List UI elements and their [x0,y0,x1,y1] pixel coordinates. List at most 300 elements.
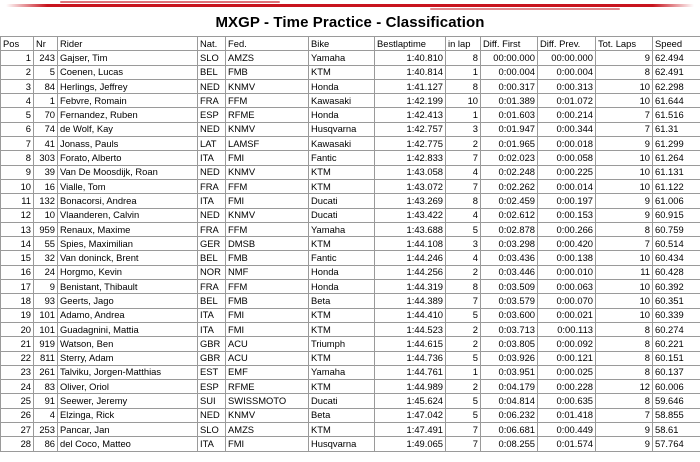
federation-cell: NMF [226,265,309,279]
rider-number-cell: 91 [34,394,58,408]
speed-cell: 60.392 [653,280,700,294]
speed-cell: 60.137 [653,365,700,379]
table-row [1,380,700,394]
position-cell: 6 [1,122,34,136]
rider-number-cell: 919 [34,337,58,351]
in-lap-cell: 2 [446,322,481,336]
total-laps-cell: 9 [596,437,653,451]
nationality-cell: GBR [198,351,226,365]
position-cell: 3 [1,79,34,93]
diff-prev-cell: 0:00.025 [538,365,596,379]
nationality-cell: NED [198,122,226,136]
best-laptime-cell: 1:42.199 [375,94,446,108]
rider-number-cell: 55 [34,237,58,251]
best-laptime-cell: 1:42.757 [375,122,446,136]
col-in-lap-header: in lap [446,37,481,51]
bike-cell: Ducati [309,208,375,222]
rider-number-cell: 10 [34,208,58,222]
diff-prev-cell: 0:01.418 [538,408,596,422]
in-lap-cell: 1 [446,108,481,122]
in-lap-cell: 7 [446,151,481,165]
diff-first-cell: 0:04.814 [481,394,538,408]
in-lap-cell: 7 [446,294,481,308]
diff-first-cell: 0:01.965 [481,137,538,151]
nationality-cell: ESP [198,108,226,122]
federation-cell: DMSB [226,237,309,251]
total-laps-cell: 10 [596,94,653,108]
diff-first-cell: 0:02.248 [481,165,538,179]
federation-cell: RFME [226,380,309,394]
col-speed-header: Speed [653,37,700,51]
speed-cell: 60.339 [653,308,700,322]
position-cell: 5 [1,108,34,122]
best-laptime-cell: 1:49.065 [375,437,446,451]
federation-cell: KNMV [226,79,309,93]
bike-cell: Honda [309,79,375,93]
rider-name-cell: Spies, Maximilian [58,237,198,251]
diff-prev-cell: 0:00.014 [538,179,596,193]
in-lap-cell: 7 [446,179,481,193]
best-laptime-cell: 1:40.810 [375,51,446,65]
in-lap-cell: 3 [446,237,481,251]
position-cell: 11 [1,194,34,208]
position-cell: 12 [1,208,34,222]
diff-first-cell: 0:02.459 [481,194,538,208]
speed-cell: 60.428 [653,265,700,279]
table-row [1,94,700,108]
diff-first-cell: 0:03.298 [481,237,538,251]
speed-cell: 60.434 [653,251,700,265]
speed-cell: 61.264 [653,151,700,165]
table-row [1,408,700,422]
rider-name-cell: Herlings, Jeffrey [58,79,198,93]
best-laptime-cell: 1:47.491 [375,423,446,437]
best-laptime-cell: 1:43.072 [375,179,446,193]
table-row [1,294,700,308]
in-lap-cell: 2 [446,337,481,351]
best-laptime-cell: 1:44.761 [375,365,446,379]
rider-name-cell: Seewer, Jeremy [58,394,198,408]
total-laps-cell: 8 [596,337,653,351]
in-lap-cell: 5 [446,394,481,408]
nationality-cell: LAT [198,137,226,151]
diff-first-cell: 0:01.947 [481,122,538,136]
diff-first-cell: 0:06.232 [481,408,538,422]
diff-prev-cell: 0:00.225 [538,165,596,179]
table-row [1,122,700,136]
diff-prev-cell: 0:00.420 [538,237,596,251]
bike-cell: KTM [309,165,375,179]
rider-name-cell: Oliver, Oriol [58,380,198,394]
diff-first-cell: 0:02.262 [481,179,538,193]
total-laps-cell: 7 [596,122,653,136]
bike-cell: KTM [309,65,375,79]
col-diff-first-header: Diff. First [481,37,538,51]
in-lap-cell: 8 [446,280,481,294]
nationality-cell: ESP [198,380,226,394]
best-laptime-cell: 1:47.042 [375,408,446,422]
nationality-cell: BEL [198,251,226,265]
table-row [1,137,700,151]
bike-cell: Beta [309,294,375,308]
diff-first-cell: 0:03.713 [481,322,538,336]
bike-cell: KTM [309,179,375,193]
speed-cell: 60.221 [653,337,700,351]
position-cell: 17 [1,280,34,294]
federation-cell: KNMV [226,165,309,179]
best-laptime-cell: 1:41.127 [375,79,446,93]
header-decoration [0,0,700,12]
best-laptime-cell: 1:40.814 [375,65,446,79]
diff-first-cell: 00:00.000 [481,51,538,65]
position-cell: 4 [1,94,34,108]
nationality-cell: ITA [198,308,226,322]
total-laps-cell: 10 [596,251,653,265]
speed-cell: 61.516 [653,108,700,122]
page-title: MXGP - Time Practice - Classification [215,14,485,31]
bike-cell: Honda [309,280,375,294]
bike-cell: Ducati [309,394,375,408]
total-laps-cell: 8 [596,222,653,236]
nationality-cell: NOR [198,265,226,279]
nationality-cell: NED [198,208,226,222]
best-laptime-cell: 1:44.246 [375,251,446,265]
position-cell: 22 [1,351,34,365]
in-lap-cell: 5 [446,222,481,236]
best-laptime-cell: 1:43.269 [375,194,446,208]
rider-name-cell: Sterry, Adam [58,351,198,365]
total-laps-cell: 8 [596,365,653,379]
position-cell: 1 [1,51,34,65]
best-laptime-cell: 1:42.413 [375,108,446,122]
speed-cell: 60.351 [653,294,700,308]
position-cell: 23 [1,365,34,379]
total-laps-cell: 9 [596,423,653,437]
col-pos-header: Pos [1,37,34,51]
rider-name-cell: Vlaanderen, Calvin [58,208,198,222]
table-row [1,237,700,251]
diff-prev-cell: 0:00.121 [538,351,596,365]
federation-cell: SWISSMOTO [226,394,309,408]
federation-cell: FFM [226,179,309,193]
bike-cell: Husqvarna [309,437,375,451]
nationality-cell: ITA [198,437,226,451]
in-lap-cell: 4 [446,208,481,222]
bike-cell: Honda [309,108,375,122]
speed-cell: 61.299 [653,137,700,151]
bike-cell: KTM [309,237,375,251]
table-row [1,322,700,336]
diff-first-cell: 0:04.179 [481,380,538,394]
classification-table [0,36,700,452]
position-cell: 24 [1,380,34,394]
header-row [1,37,700,51]
diff-first-cell: 0:00.317 [481,79,538,93]
best-laptime-cell: 1:44.108 [375,237,446,251]
in-lap-cell: 8 [446,194,481,208]
position-cell: 14 [1,237,34,251]
total-laps-cell: 7 [596,408,653,422]
speed-cell: 61.131 [653,165,700,179]
position-cell: 28 [1,437,34,451]
position-cell: 9 [1,165,34,179]
rider-name-cell: Watson, Ben [58,337,198,351]
rider-number-cell: 5 [34,65,58,79]
best-laptime-cell: 1:42.833 [375,151,446,165]
federation-cell: FFM [226,94,309,108]
col-diff-prev-header: Diff. Prev. [538,37,596,51]
rider-name-cell: Fernandez, Ruben [58,108,198,122]
rider-number-cell: 83 [34,380,58,394]
in-lap-cell: 10 [446,94,481,108]
position-cell: 20 [1,322,34,336]
bike-cell: Yamaha [309,222,375,236]
bike-cell: KTM [309,423,375,437]
nationality-cell: BEL [198,65,226,79]
rider-name-cell: Talviku, Jorgen-Matthias [58,365,198,379]
diff-first-cell: 0:00.004 [481,65,538,79]
bike-cell: Triumph [309,337,375,351]
table-row [1,79,700,93]
diff-prev-cell: 0:00.266 [538,222,596,236]
table-row [1,151,700,165]
bike-cell: Husqvarna [309,122,375,136]
in-lap-cell: 8 [446,51,481,65]
federation-cell: FMB [226,294,309,308]
diff-prev-cell: 0:00.313 [538,79,596,93]
bike-cell: Fantic [309,251,375,265]
total-laps-cell: 10 [596,280,653,294]
speed-cell: 60.274 [653,322,700,336]
best-laptime-cell: 1:44.523 [375,322,446,336]
rider-number-cell: 101 [34,308,58,322]
table-row [1,337,700,351]
diff-first-cell: 0:06.681 [481,423,538,437]
federation-cell: KNMV [226,122,309,136]
table-row [1,194,700,208]
bike-cell: Yamaha [309,365,375,379]
table-row [1,265,700,279]
total-laps-cell: 10 [596,151,653,165]
total-laps-cell: 12 [596,380,653,394]
diff-prev-cell: 0:00.228 [538,380,596,394]
rider-name-cell: Vialle, Tom [58,179,198,193]
diff-prev-cell: 0:00.058 [538,151,596,165]
rider-number-cell: 1 [34,94,58,108]
in-lap-cell: 5 [446,308,481,322]
nationality-cell: GER [198,237,226,251]
diff-prev-cell: 0:00.113 [538,322,596,336]
speed-cell: 58.61 [653,423,700,437]
federation-cell: ACU [226,337,309,351]
total-laps-cell: 9 [596,194,653,208]
diff-prev-cell: 0:00.214 [538,108,596,122]
federation-cell: FMI [226,437,309,451]
nationality-cell: EST [198,365,226,379]
diff-prev-cell: 0:00.018 [538,137,596,151]
speed-cell: 61.644 [653,94,700,108]
nationality-cell: ITA [198,322,226,336]
rider-number-cell: 24 [34,265,58,279]
rider-name-cell: Bonacorsi, Andrea [58,194,198,208]
diff-first-cell: 0:03.926 [481,351,538,365]
diff-prev-cell: 0:00.021 [538,308,596,322]
in-lap-cell: 8 [446,79,481,93]
total-laps-cell: 8 [596,65,653,79]
position-cell: 21 [1,337,34,351]
diff-prev-cell: 0:00.449 [538,423,596,437]
col-nr-header: Nr [34,37,58,51]
rider-name-cell: Coenen, Lucas [58,65,198,79]
in-lap-cell: 4 [446,165,481,179]
best-laptime-cell: 1:44.256 [375,265,446,279]
rider-name-cell: Adamo, Andrea [58,308,198,322]
rider-number-cell: 959 [34,222,58,236]
position-cell: 26 [1,408,34,422]
rider-name-cell: Horgmo, Kevin [58,265,198,279]
total-laps-cell: 10 [596,294,653,308]
in-lap-cell: 5 [446,351,481,365]
federation-cell: AMZS [226,51,309,65]
position-cell: 27 [1,423,34,437]
diff-prev-cell: 0:00.344 [538,122,596,136]
diff-first-cell: 0:02.878 [481,222,538,236]
diff-first-cell: 0:03.951 [481,365,538,379]
nationality-cell: SLO [198,51,226,65]
diff-prev-cell: 0:00.010 [538,265,596,279]
bike-cell: Beta [309,408,375,422]
federation-cell: EMF [226,365,309,379]
rider-number-cell: 303 [34,151,58,165]
speed-cell: 62.494 [653,51,700,65]
speed-cell: 60.006 [653,380,700,394]
position-cell: 13 [1,222,34,236]
bike-cell: Yamaha [309,51,375,65]
diff-prev-cell: 0:00.070 [538,294,596,308]
rider-number-cell: 16 [34,179,58,193]
federation-cell: FMI [226,151,309,165]
in-lap-cell: 7 [446,423,481,437]
table-row [1,365,700,379]
rider-number-cell: 4 [34,408,58,422]
diff-first-cell: 0:02.612 [481,208,538,222]
rider-number-cell: 86 [34,437,58,451]
federation-cell: RFME [226,108,309,122]
speed-cell: 62.298 [653,79,700,93]
best-laptime-cell: 1:43.688 [375,222,446,236]
nationality-cell: GBR [198,337,226,351]
rider-number-cell: 101 [34,322,58,336]
nationality-cell: FRA [198,179,226,193]
rider-number-cell: 132 [34,194,58,208]
rider-name-cell: Forato, Alberto [58,151,198,165]
col-bestlaptime-header: Bestlaptime [375,37,446,51]
rider-name-cell: Elzinga, Rick [58,408,198,422]
diff-prev-cell: 0:00.153 [538,208,596,222]
total-laps-cell: 9 [596,208,653,222]
federation-cell: LAMSF [226,137,309,151]
position-cell: 8 [1,151,34,165]
best-laptime-cell: 1:44.736 [375,351,446,365]
nationality-cell: BEL [198,294,226,308]
best-laptime-cell: 1:44.989 [375,380,446,394]
table-row [1,165,700,179]
table-row [1,437,700,451]
diff-first-cell: 0:03.579 [481,294,538,308]
col-tot-laps-header: Tot. Laps [596,37,653,51]
rider-number-cell: 9 [34,280,58,294]
total-laps-cell: 10 [596,179,653,193]
in-lap-cell: 3 [446,122,481,136]
bike-cell: Honda [309,265,375,279]
best-laptime-cell: 1:43.422 [375,208,446,222]
federation-cell: KNMV [226,208,309,222]
position-cell: 10 [1,179,34,193]
total-laps-cell: 10 [596,165,653,179]
nationality-cell: ITA [198,194,226,208]
best-laptime-cell: 1:45.624 [375,394,446,408]
speed-cell: 60.514 [653,237,700,251]
in-lap-cell: 1 [446,365,481,379]
in-lap-cell: 7 [446,437,481,451]
bike-cell: Kawasaki [309,94,375,108]
in-lap-cell: 2 [446,380,481,394]
speed-cell: 58.855 [653,408,700,422]
rider-name-cell: Jonass, Pauls [58,137,198,151]
table-row [1,423,700,437]
federation-cell: ACU [226,351,309,365]
rider-name-cell: de Wolf, Kay [58,122,198,136]
diff-first-cell: 0:03.600 [481,308,538,322]
table-row [1,51,700,65]
nationality-cell: FRA [198,222,226,236]
rider-number-cell: 261 [34,365,58,379]
in-lap-cell: 5 [446,408,481,422]
rider-name-cell: del Coco, Matteo [58,437,198,451]
nationality-cell: ITA [198,151,226,165]
bike-cell: KTM [309,322,375,336]
diff-prev-cell: 0:01.574 [538,437,596,451]
rider-name-cell: Gajser, Tim [58,51,198,65]
total-laps-cell: 10 [596,79,653,93]
nationality-cell: SLO [198,423,226,437]
total-laps-cell: 9 [596,51,653,65]
diff-first-cell: 0:03.509 [481,280,538,294]
table-row [1,394,700,408]
diff-prev-cell: 0:00.063 [538,280,596,294]
in-lap-cell: 2 [446,137,481,151]
federation-cell: FFM [226,280,309,294]
in-lap-cell: 4 [446,251,481,265]
nationality-cell: NED [198,408,226,422]
rider-name-cell: Guadagnini, Mattia [58,322,198,336]
federation-cell: FMI [226,322,309,336]
total-laps-cell: 7 [596,237,653,251]
position-cell: 25 [1,394,34,408]
table-row [1,351,700,365]
rider-number-cell: 39 [34,165,58,179]
rider-name-cell: Geerts, Jago [58,294,198,308]
bike-cell: Fantic [309,151,375,165]
speed-cell: 61.006 [653,194,700,208]
federation-cell: FMB [226,251,309,265]
rider-number-cell: 84 [34,79,58,93]
position-cell: 19 [1,308,34,322]
table-row [1,251,700,265]
federation-cell: AMZS [226,423,309,437]
total-laps-cell: 10 [596,308,653,322]
rider-number-cell: 70 [34,108,58,122]
